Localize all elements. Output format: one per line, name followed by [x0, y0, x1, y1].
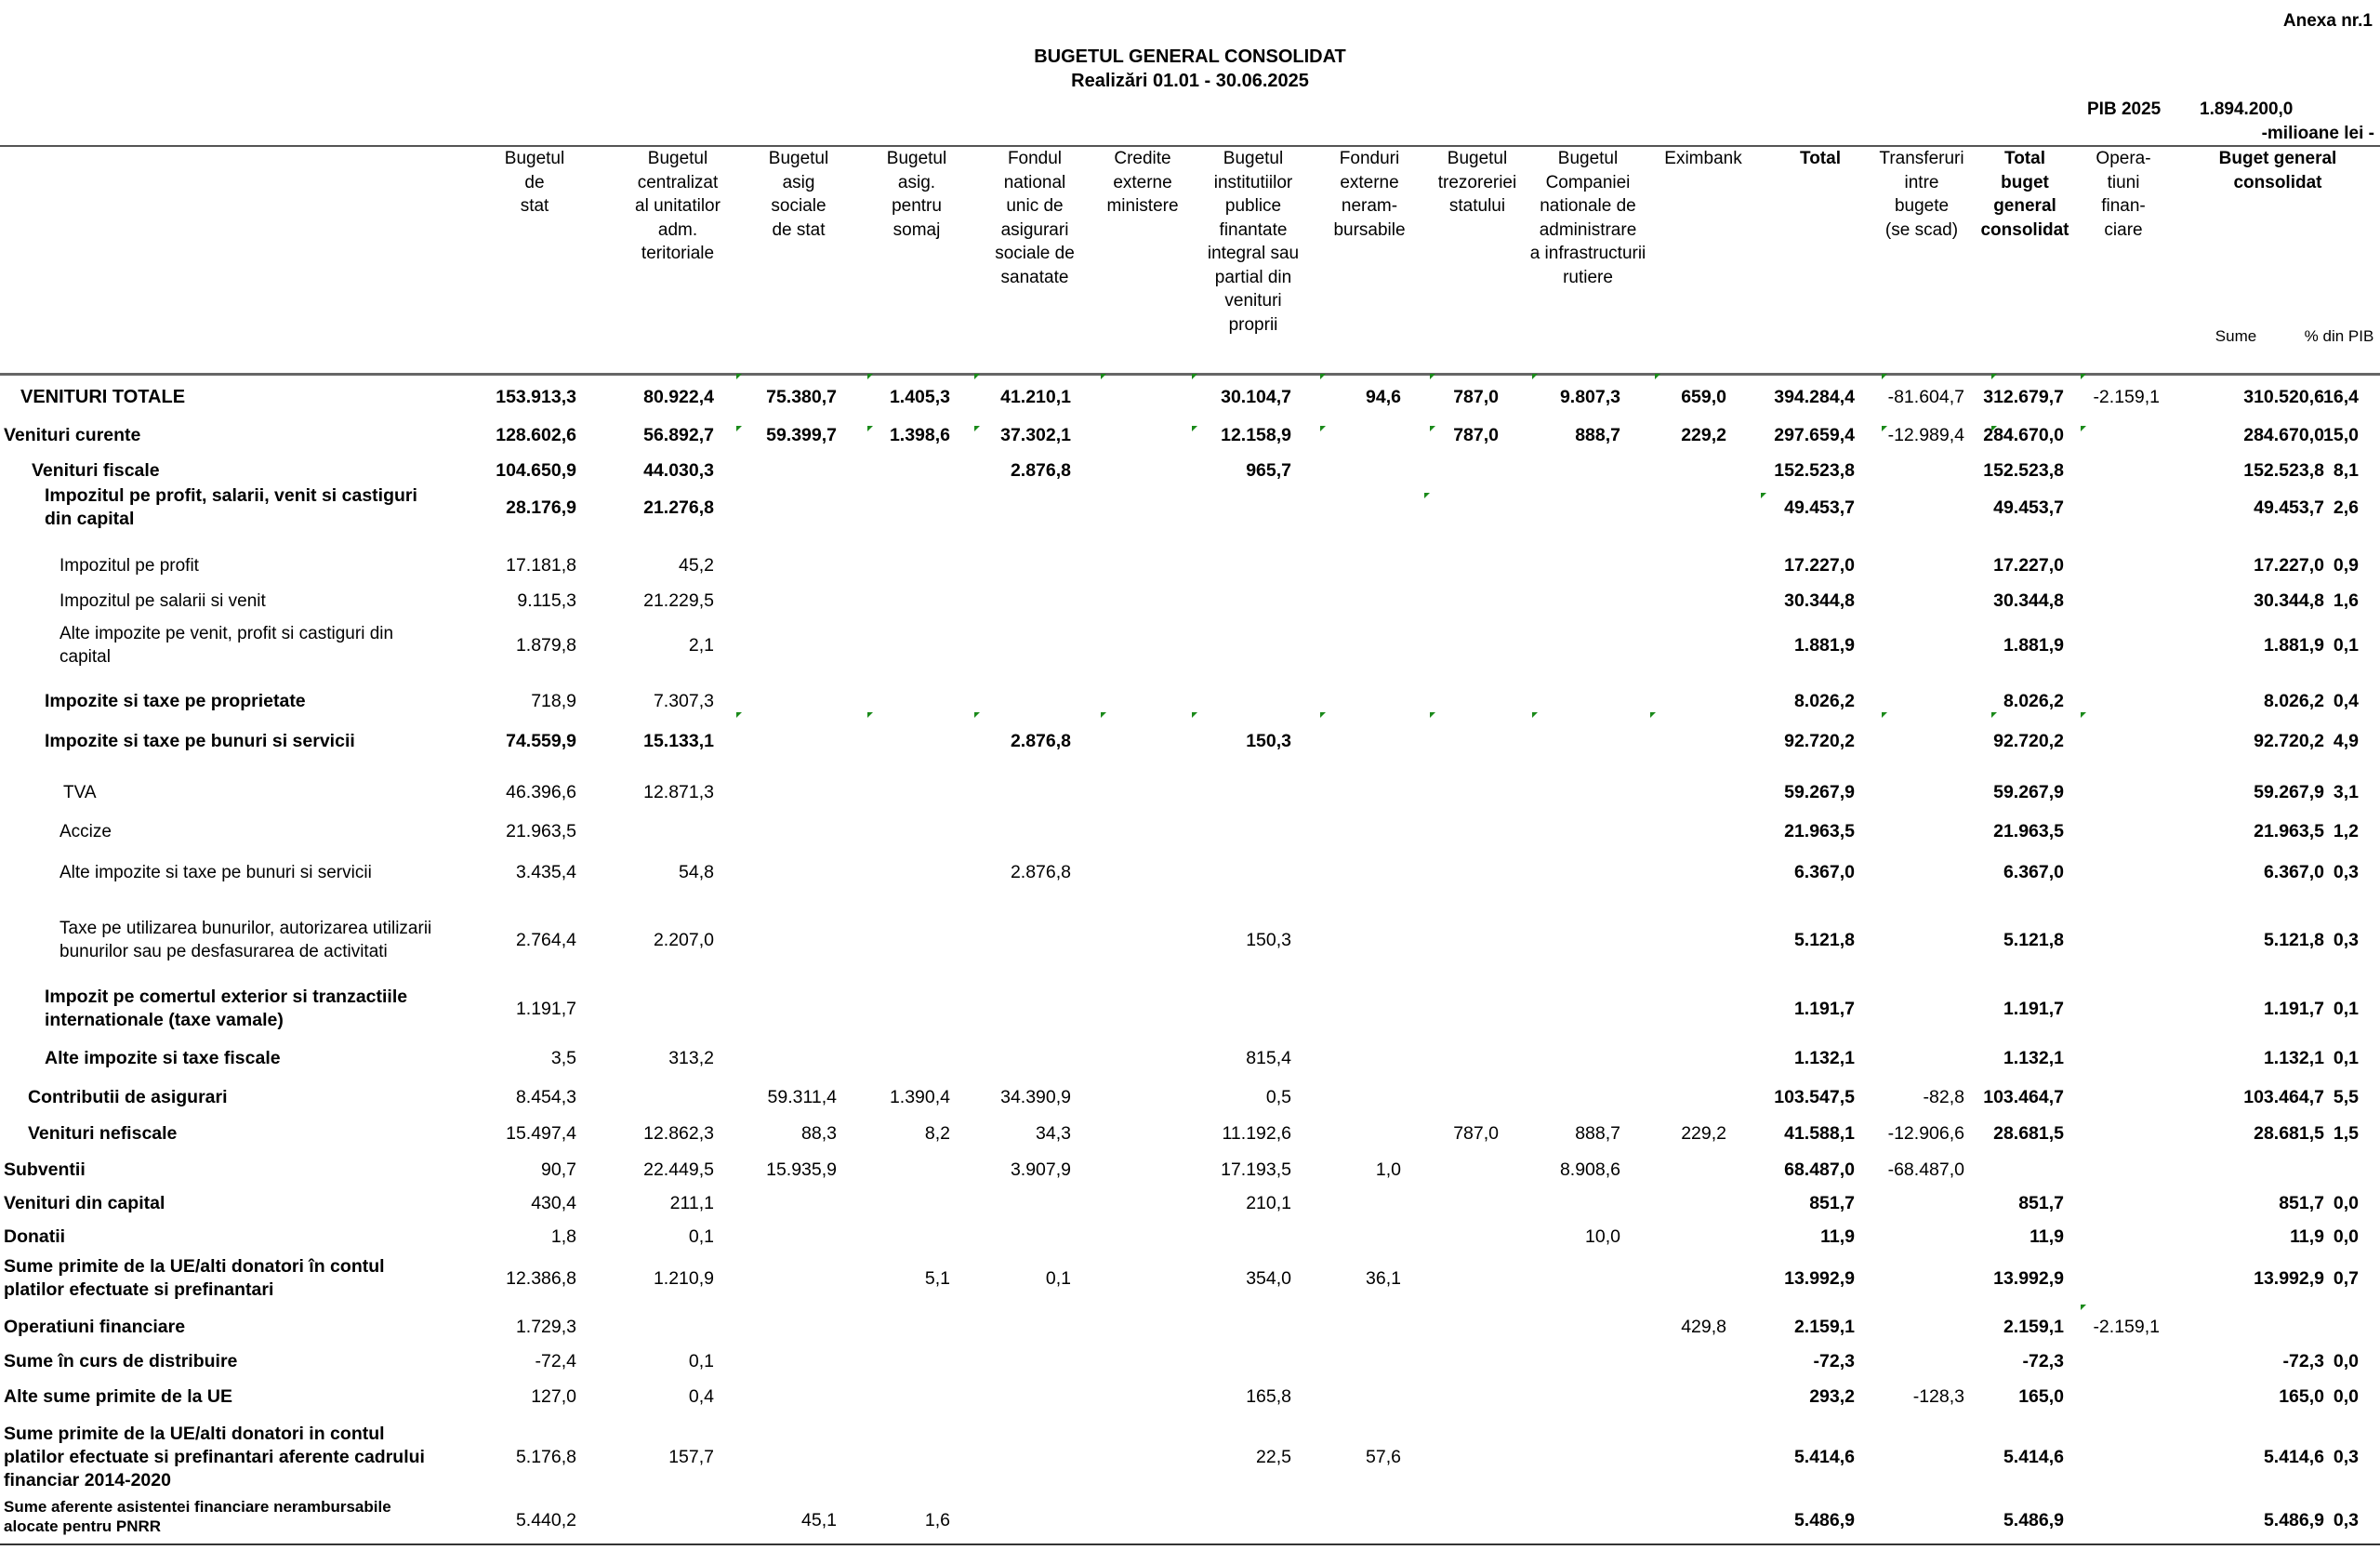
table-cell: 12.386,8: [506, 1268, 576, 1289]
cell-marker: [1882, 712, 1887, 718]
column-header: Bugetul institutiilor publice finantate integral sau partial din venituri proprii: [1207, 149, 1300, 335]
table-cell: 312.679,7: [1983, 387, 2064, 407]
cell-marker: [736, 374, 742, 379]
table-cell: 28.681,5: [1993, 1123, 2064, 1144]
table-cell: 2.764,4: [515, 930, 576, 950]
table-cell: 1,6: [924, 1510, 950, 1530]
table-cell: 888,7: [1575, 1123, 1620, 1144]
table-cell: 8,1: [2333, 460, 2359, 481]
table-cell: 787,0: [1453, 387, 1499, 407]
row-label: Impozit pe comertul exterior si tranzactiile internationale (taxe vamale): [45, 987, 408, 1030]
table-cell: 1,5: [2333, 1123, 2359, 1144]
table-cell: 965,7: [1246, 460, 1291, 481]
column-header-consolidated: Buget general consolidat: [2218, 149, 2337, 192]
table-cell: 1.132,1: [2003, 1048, 2064, 1068]
table-cell: 22.449,5: [643, 1159, 714, 1180]
table-cell: 1.132,1: [2263, 1048, 2324, 1068]
cell-marker: [1532, 712, 1538, 718]
table-cell: 13.992,9: [2254, 1268, 2324, 1289]
table-cell: 59.399,7: [766, 425, 837, 445]
table-cell: 3,5: [550, 1048, 576, 1068]
page-subtitle: Realizări 01.01 - 30.06.2025: [1071, 71, 1309, 91]
table-cell: 12.871,3: [643, 782, 714, 802]
column-header: Fonduri externe neram- bursabile: [1333, 149, 1406, 240]
cell-marker: [1430, 712, 1435, 718]
row-label: Impozitul pe profit, salarii, venit si castiguri din capital: [45, 485, 417, 529]
column-header: Eximbank: [1664, 149, 1742, 168]
column-subheader-sume: Sume: [2215, 327, 2257, 345]
table-cell: -68.487,0: [1887, 1159, 1964, 1180]
table-cell: 0,0: [2333, 1351, 2359, 1371]
table-cell: 165,0: [2018, 1386, 2064, 1407]
table-cell: -82,8: [1923, 1087, 1964, 1107]
table-cell: 0,3: [2333, 1447, 2359, 1467]
table-cell: 5.176,8: [515, 1447, 576, 1467]
column-header: Total: [1800, 149, 1841, 168]
table-cell: 5.414,6: [2263, 1447, 2324, 1467]
table-cell: 0,7: [2333, 1268, 2359, 1289]
cell-marker: [1655, 374, 1660, 379]
cell-marker: [974, 374, 980, 379]
column-header: Bugetul centralizat al unitatilor adm. teritoriale: [635, 149, 721, 263]
table-cell: 12.862,3: [643, 1123, 714, 1144]
table-cell: 37.302,1: [1000, 425, 1071, 445]
cell-marker: [1650, 712, 1656, 718]
table-cell: 45,1: [801, 1510, 837, 1530]
cell-marker: [2081, 712, 2086, 718]
table-cell: 12.158,9: [1221, 425, 1291, 445]
column-header: Credite externe ministere: [1106, 149, 1179, 216]
row-label: Accize: [60, 821, 112, 841]
table-cell: -72,4: [535, 1351, 576, 1371]
table-cell: 74.559,9: [506, 731, 576, 751]
row-label: Venituri nefiscale: [28, 1122, 178, 1144]
column-header: Transferuri intre bugete (se scad): [1879, 149, 1964, 240]
table-cell: 10,0: [1585, 1226, 1620, 1247]
table-cell: 1.132,1: [1793, 1048, 1855, 1068]
cell-marker: [974, 712, 980, 718]
table-cell: 127,0: [531, 1386, 576, 1407]
table-cell: 3.907,9: [1010, 1159, 1071, 1180]
cell-marker: [1991, 374, 1997, 379]
pib-label: PIB 2025: [2087, 99, 2162, 119]
table-cell: -72,3: [2282, 1351, 2324, 1371]
table-cell: 284.670,0: [2243, 425, 2324, 445]
table-cell: 80.922,4: [643, 387, 714, 407]
table-cell: 1.881,9: [2263, 635, 2324, 656]
table-cell: 1.210,9: [653, 1268, 714, 1289]
table-cell: 150,3: [1246, 930, 1291, 950]
table-cell: 2,1: [688, 635, 714, 656]
table-cell: 0,9: [2333, 555, 2359, 576]
cell-marker: [1192, 712, 1197, 718]
table-cell: 8.454,3: [515, 1087, 576, 1107]
table-cell: 313,2: [668, 1048, 714, 1068]
table-cell: 152.523,8: [2243, 460, 2324, 481]
table-cell: 1,8: [550, 1226, 576, 1247]
row-label: Venituri curente: [4, 424, 141, 445]
table-cell: 2.159,1: [2003, 1317, 2064, 1337]
table-cell: 28.681,5: [2254, 1123, 2324, 1144]
table-cell: 165,8: [1246, 1386, 1291, 1407]
cell-marker: [1991, 426, 1997, 431]
table-cell: 787,0: [1453, 1123, 1499, 1144]
table-cell: 6.367,0: [1793, 862, 1855, 882]
table-cell: 229,2: [1681, 1123, 1726, 1144]
table-cell: 75.380,7: [766, 387, 837, 407]
table-cell: 21.963,5: [1784, 821, 1855, 841]
table-cell: 104.650,9: [496, 460, 576, 481]
table-cell: 718,9: [531, 691, 576, 711]
table-cell: 3,1: [2333, 782, 2359, 802]
table-cell: 9.807,3: [1559, 387, 1620, 407]
table-cell: 5.121,8: [1793, 930, 1855, 950]
column-header: Bugetul asig sociale de stat: [768, 149, 829, 240]
table-cell: 21.229,5: [643, 590, 714, 611]
table-cell: 22,5: [1256, 1447, 1291, 1467]
table-cell: 59.267,9: [1784, 782, 1855, 802]
table-cell: 211,1: [669, 1193, 714, 1213]
table-cell: 815,4: [1246, 1048, 1291, 1068]
table-cell: 44.030,3: [643, 460, 714, 481]
table-cell: 15,0: [2323, 425, 2359, 445]
table-cell: 851,7: [2018, 1193, 2064, 1213]
pib-value: 1.894.200,0: [2200, 99, 2294, 119]
table-cell: 1.398,6: [889, 425, 950, 445]
table-cell: 49.453,7: [1784, 497, 1855, 518]
table-cell: 8.026,2: [2263, 691, 2324, 711]
table-cell: 1.390,4: [889, 1087, 950, 1107]
table-cell: 0,1: [2333, 999, 2359, 1019]
column-header: Bugetul Companiei nationale de administrare a infrastructurii rutiere: [1529, 149, 1646, 287]
table-cell: 15.497,4: [506, 1123, 576, 1144]
table-cell: -72,3: [2022, 1351, 2064, 1371]
row-label: Contributii de asigurari: [28, 1086, 228, 1107]
table-cell: 851,7: [2279, 1193, 2324, 1213]
table-cell: 2.207,0: [653, 930, 714, 950]
table-cell: 59.267,9: [2254, 782, 2324, 802]
row-label: Alte impozite si taxe pe bunuri si servicii: [60, 862, 372, 882]
cell-marker: [1320, 712, 1326, 718]
table-cell: 0,3: [2333, 1510, 2359, 1530]
column-header: Fondul national unic de asigurari sociale de sanatate: [995, 149, 1075, 287]
table-cell: 59.311,4: [767, 1087, 837, 1107]
row-label: Sume în curs de distribuire: [4, 1350, 238, 1371]
table-cell: 49.453,7: [2254, 497, 2324, 518]
cell-marker: [1430, 426, 1435, 431]
table-cell: 5.414,6: [1793, 1447, 1855, 1467]
table-cell: 2.876,8: [1010, 862, 1071, 882]
column-subheader-pct-pib: % din PIB: [2304, 327, 2374, 345]
table-cell: 5.486,9: [2263, 1510, 2324, 1530]
table-cell: 1,6: [2333, 590, 2359, 611]
table-cell: 21.963,5: [1993, 821, 2064, 841]
cell-marker: [736, 426, 742, 431]
row-label: Taxe pe utilizarea bunurilor, autorizarea utilizarii bunurilor sau pe desfasurarea de activitati: [60, 919, 432, 961]
table-cell: 21.963,5: [506, 821, 576, 841]
table-cell: 1.405,3: [889, 387, 950, 407]
table-cell: 0,5: [1265, 1087, 1291, 1107]
table-cell: 0,1: [688, 1226, 714, 1247]
table-cell: 36,1: [1366, 1268, 1401, 1289]
table-cell: 30.344,8: [1993, 590, 2064, 611]
table-cell: 6.367,0: [2263, 862, 2324, 882]
table-cell: 45,2: [679, 555, 714, 576]
table-cell: 152.523,8: [1774, 460, 1855, 481]
table-cell: 57,6: [1366, 1447, 1401, 1467]
table-cell: 851,7: [1809, 1193, 1855, 1213]
table-cell: 90,7: [541, 1159, 576, 1180]
table-cell: 5.486,9: [1793, 1510, 1855, 1530]
table-cell: 68.487,0: [1784, 1159, 1855, 1180]
cell-marker: [2081, 1305, 2086, 1310]
table-cell: 5,5: [2333, 1087, 2359, 1107]
table-cell: 103.547,5: [1774, 1087, 1855, 1107]
table-cell: -12.906,6: [1887, 1123, 1964, 1144]
cell-marker: [974, 426, 980, 431]
table-cell: 1,2: [2333, 821, 2359, 841]
row-label: Venituri fiscale: [32, 459, 160, 481]
table-cell: 5.440,2: [515, 1510, 576, 1530]
cell-marker: [867, 374, 873, 379]
table-cell: 429,8: [1681, 1317, 1726, 1337]
table-cell: 34,3: [1036, 1123, 1071, 1144]
table-cell: 4,9: [2333, 731, 2359, 751]
cell-marker: [1101, 712, 1106, 718]
column-header: Total buget general consolidat: [1980, 149, 2069, 240]
table-cell: 92.720,2: [1993, 731, 2064, 751]
table-cell: 103.464,7: [1983, 1087, 2064, 1107]
table-cell: 2.876,8: [1010, 731, 1071, 751]
table-cell: 17.227,0: [1993, 555, 2064, 576]
table-cell: 21.276,8: [643, 497, 714, 518]
table-cell: 9.115,3: [517, 590, 576, 611]
header-bottom-rule: [0, 373, 2380, 376]
table-cell: 11,9: [2030, 1226, 2064, 1247]
table-cell: -2.159,1: [2093, 387, 2160, 407]
table-cell: 0,3: [2333, 930, 2359, 950]
cell-marker: [867, 426, 873, 431]
table-cell: 30.104,7: [1221, 387, 1291, 407]
table-cell: 59.267,9: [1993, 782, 2064, 802]
table-cell: 229,2: [1681, 425, 1726, 445]
table-cell: 5.486,9: [2003, 1510, 2064, 1530]
cell-marker: [736, 712, 742, 718]
table-cell: 92.720,2: [1784, 731, 1855, 751]
cell-marker: [1101, 374, 1106, 379]
column-header: Opera- tiuni finan- ciare: [2096, 149, 2151, 240]
table-cell: 56.892,7: [643, 425, 714, 445]
row-label: Venituri din capital: [4, 1192, 165, 1213]
table-cell: 310.520,6: [2243, 387, 2324, 407]
table-cell: 5.121,8: [2003, 930, 2064, 950]
cell-marker: [867, 712, 873, 718]
table-cell: -128,3: [1912, 1386, 1964, 1407]
table-cell: 11.192,6: [1222, 1123, 1291, 1144]
table-cell: 293,2: [1809, 1386, 1855, 1407]
row-label: Impozitul pe profit: [60, 555, 199, 576]
table-cell: 1.881,9: [2003, 635, 2064, 656]
table-cell: -2.159,1: [2093, 1317, 2160, 1337]
row-label: Sume aferente asistentei financiare nerambursabile alocate pentru PNRR: [4, 1498, 391, 1535]
cell-marker: [1192, 426, 1197, 431]
table-cell: 5,1: [924, 1268, 950, 1289]
row-label: Sume primite de la UE/alti donatori in contul platilor efectuate si prefinantari aferente cadrului financiar 2014-2020: [4, 1423, 425, 1490]
cell-marker: [1320, 426, 1326, 431]
cell-marker: [1424, 493, 1430, 498]
table-cell: 157,7: [668, 1447, 714, 1467]
cell-marker: [1532, 374, 1538, 379]
table-cell: -72,3: [1813, 1351, 1855, 1371]
table-cell: 7.307,3: [653, 691, 714, 711]
table-cell: 17.227,0: [2254, 555, 2324, 576]
row-label: Impozite si taxe pe proprietate: [45, 690, 306, 711]
table-cell: 0,3: [2333, 862, 2359, 882]
table-cell: 88,3: [801, 1123, 837, 1144]
table-cell: 210,1: [1246, 1193, 1291, 1213]
row-label: VENITURI TOTALE: [20, 386, 186, 407]
table-cell: 94,6: [1366, 387, 1401, 407]
row-label: Impozitul pe salarii si venit: [60, 590, 266, 611]
table-cell: 0,1: [1045, 1268, 1071, 1289]
cell-marker: [1761, 493, 1766, 498]
table-cell: 659,0: [1681, 387, 1726, 407]
table-cell: 2,6: [2333, 497, 2359, 518]
table-cell: 1.879,8: [515, 635, 576, 656]
table-cell: 1,0: [1375, 1159, 1401, 1180]
table-cell: 17.193,5: [1221, 1159, 1291, 1180]
table-cell: 2.876,8: [1010, 460, 1071, 481]
table-cell: 888,7: [1575, 425, 1620, 445]
row-label: Impozite si taxe pe bunuri si servicii: [45, 730, 355, 751]
row-label: Sume primite de la UE/alti donatori în contul platilor efectuate si prefinantari: [4, 1256, 385, 1300]
table-cell: 297.659,4: [1774, 425, 1855, 445]
table-cell: 1.191,7: [1793, 999, 1855, 1019]
table-bottom-rule: [0, 1543, 2380, 1545]
table-cell: 8.026,2: [1793, 691, 1855, 711]
table-cell: 13.992,9: [1993, 1268, 2064, 1289]
table-cell: -81.604,7: [1887, 387, 1964, 407]
row-label: Donatii: [4, 1225, 66, 1247]
table-cell: 92.720,2: [2254, 731, 2324, 751]
cell-marker: [1991, 712, 1997, 718]
cell-marker: [1192, 374, 1197, 379]
row-label: Operatiuni financiare: [4, 1316, 186, 1337]
table-cell: 11,9: [1820, 1226, 1855, 1247]
table-cell: 1.729,3: [515, 1317, 576, 1337]
table-cell: 0,0: [2333, 1193, 2359, 1213]
table-cell: 8.908,6: [1559, 1159, 1620, 1180]
table-cell: 0,1: [2333, 635, 2359, 656]
table-cell: 30.344,8: [2254, 590, 2324, 611]
cell-marker: [1882, 374, 1887, 379]
table-cell: 150,3: [1246, 731, 1291, 751]
table-cell: 103.464,7: [2243, 1087, 2324, 1107]
table-cell: 3.435,4: [515, 862, 576, 882]
cell-marker: [2081, 374, 2086, 379]
table-cell: 5.414,6: [2003, 1447, 2064, 1467]
cell-marker: [1320, 374, 1326, 379]
table-cell: 15.935,9: [766, 1159, 837, 1180]
page-title: BUGETUL GENERAL CONSOLIDAT: [1034, 46, 1346, 67]
cell-marker: [1882, 426, 1887, 431]
table-cell: 1.191,7: [2003, 999, 2064, 1019]
table-cell: 787,0: [1453, 425, 1499, 445]
table-cell: 54,8: [679, 862, 714, 882]
table-cell: 49.453,7: [1993, 497, 2064, 518]
row-label: TVA: [63, 782, 97, 802]
column-header: Bugetul de stat: [504, 149, 565, 216]
table-cell: 21.963,5: [2254, 821, 2324, 841]
table-cell: 165,0: [2279, 1386, 2324, 1407]
column-header: Bugetul trezoreriei statului: [1437, 149, 1517, 216]
table-cell: 15.133,1: [643, 731, 714, 751]
table-cell: 13.992,9: [1784, 1268, 1855, 1289]
table-cell: 17.181,8: [506, 555, 576, 576]
annex-label: Anexa nr.1: [2282, 11, 2373, 31]
table-cell: 30.344,8: [1784, 590, 1855, 611]
table-cell: 0,4: [688, 1386, 714, 1407]
table-cell: 354,0: [1246, 1268, 1291, 1289]
row-label: Subventii: [4, 1159, 86, 1180]
table-cell: 394.284,4: [1774, 387, 1855, 407]
table-cell: 2.159,1: [1793, 1317, 1855, 1337]
table-cell: 152.523,8: [1983, 460, 2064, 481]
table-cell: 41.588,1: [1784, 1123, 1855, 1144]
table-cell: 6.367,0: [2003, 862, 2064, 882]
table-cell: 284.670,0: [1983, 425, 2064, 445]
table-cell: 8.026,2: [2003, 691, 2064, 711]
table-cell: 16,4: [2323, 387, 2359, 407]
table-cell: -12.989,4: [1887, 425, 1964, 445]
cell-marker: [1430, 374, 1435, 379]
table-cell: 17.227,0: [1784, 555, 1855, 576]
table-cell: 11,9: [2290, 1226, 2324, 1247]
table-cell: 34.390,9: [1000, 1087, 1071, 1107]
table-cell: 41.210,1: [1000, 387, 1071, 407]
table-cell: 0,1: [2333, 1048, 2359, 1068]
table-cell: 430,4: [531, 1193, 576, 1213]
table-cell: 1.191,7: [2263, 999, 2324, 1019]
column-header: Bugetul asig. pentru somaj: [886, 149, 947, 240]
table-cell: 153.913,3: [496, 387, 576, 407]
table-cell: 8,2: [924, 1123, 950, 1144]
cell-marker: [2081, 426, 2086, 431]
row-label: Alte impozite si taxe fiscale: [45, 1047, 281, 1068]
units-label: -milioane lei -: [2261, 124, 2374, 143]
table-cell: 0,1: [688, 1351, 714, 1371]
table-cell: 0,0: [2333, 1226, 2359, 1247]
row-label: Alte sume primite de la UE: [4, 1385, 232, 1407]
table-cell: 1.881,9: [1793, 635, 1855, 656]
row-label: Alte impozite pe venit, profit si castiguri din capital: [60, 624, 394, 667]
table-cell: 5.121,8: [2263, 930, 2324, 950]
table-cell: 0,0: [2333, 1386, 2359, 1407]
table-cell: 0,4: [2333, 691, 2359, 711]
table-cell: 1.191,7: [515, 999, 576, 1019]
table-cell: 46.396,6: [506, 782, 576, 802]
table-cell: 28.176,9: [506, 497, 576, 518]
table-cell: 128.602,6: [496, 425, 576, 445]
